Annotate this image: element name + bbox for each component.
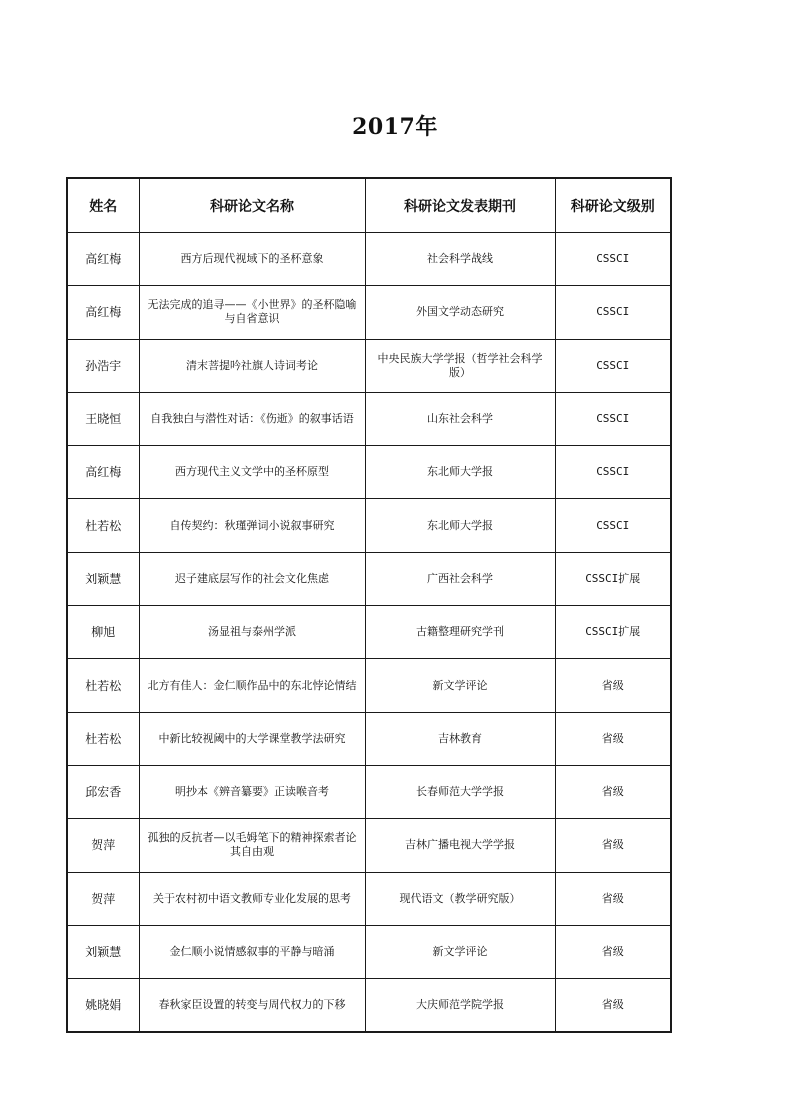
cell-level: 省级 xyxy=(555,925,671,978)
table-row xyxy=(67,872,671,925)
cell-level: CSSCI扩展 xyxy=(555,552,671,605)
cell-level: 省级 xyxy=(555,765,671,818)
cell-level: CSSCI xyxy=(555,339,671,392)
cell-journal: 吉林广播电视大学学报 xyxy=(365,819,555,872)
cell-journal: 吉林教育 xyxy=(365,712,555,765)
cell-name: 孙浩宇 xyxy=(67,339,139,392)
table-row xyxy=(67,446,671,499)
table-row xyxy=(67,233,671,286)
table-row xyxy=(67,392,671,445)
header-level: 科研论文级别 xyxy=(555,178,671,233)
cell-name: 杜若松 xyxy=(67,659,139,712)
table-row xyxy=(67,819,671,872)
table-header-row xyxy=(67,178,671,233)
cell-journal: 外国文学动态研究 xyxy=(365,286,555,339)
cell-title: 孤独的反抗者—以毛姆笔下的精神探索者论其自由观 xyxy=(139,819,365,872)
cell-title: 金仁顺小说情感叙事的平静与暗涌 xyxy=(139,925,365,978)
cell-level: 省级 xyxy=(555,872,671,925)
cell-title: 关于农村初中语文教师专业化发展的思考 xyxy=(139,872,365,925)
cell-journal: 山东社会科学 xyxy=(365,392,555,445)
cell-name: 刘颖慧 xyxy=(67,925,139,978)
cell-level: 省级 xyxy=(555,712,671,765)
cell-name: 刘颖慧 xyxy=(67,552,139,605)
header-name: 姓名 xyxy=(67,178,139,233)
cell-name: 杜若松 xyxy=(67,712,139,765)
cell-journal: 社会科学战线 xyxy=(365,233,555,286)
cell-name: 姚晓娟 xyxy=(67,979,139,1033)
cell-name: 杜若松 xyxy=(67,499,139,552)
cell-journal: 东北师大学报 xyxy=(365,499,555,552)
table-row xyxy=(67,552,671,605)
cell-level: CSSCI扩展 xyxy=(555,606,671,659)
cell-name: 柳旭 xyxy=(67,606,139,659)
cell-title: 清末菩提吟社旗人诗词考论 xyxy=(139,339,365,392)
cell-journal: 古籍整理研究学刊 xyxy=(365,606,555,659)
cell-title: 自传契约：秋瑾弹词小说叙事研究 xyxy=(139,499,365,552)
cell-title: 自我独白与潜性对话：《伤逝》的叙事话语 xyxy=(139,392,365,445)
cell-name: 邱宏香 xyxy=(67,765,139,818)
cell-level: 省级 xyxy=(555,659,671,712)
papers-table xyxy=(66,177,672,1033)
table-row xyxy=(67,712,671,765)
table-row xyxy=(67,659,671,712)
cell-level: CSSCI xyxy=(555,499,671,552)
cell-name: 高红梅 xyxy=(67,446,139,499)
cell-level: CSSCI xyxy=(555,446,671,499)
cell-name: 高红梅 xyxy=(67,233,139,286)
cell-journal: 大庆师范学院学报 xyxy=(365,979,555,1033)
cell-title: 西方现代主义文学中的圣杯原型 xyxy=(139,446,365,499)
cell-journal: 东北师大学报 xyxy=(365,446,555,499)
cell-journal: 长春师范大学学报 xyxy=(365,765,555,818)
cell-title: 中新比较视阈中的大学课堂教学法研究 xyxy=(139,712,365,765)
table-row xyxy=(67,499,671,552)
cell-name: 高红梅 xyxy=(67,286,139,339)
cell-title: 汤显祖与泰州学派 xyxy=(139,606,365,659)
cell-name: 贺萍 xyxy=(67,819,139,872)
table-row xyxy=(67,286,671,339)
cell-title: 春秋家臣设置的转变与周代权力的下移 xyxy=(139,979,365,1033)
cell-title: 明抄本《辨音纂要》正读喉音考 xyxy=(139,765,365,818)
header-title: 科研论文名称 xyxy=(139,178,365,233)
cell-level: CSSCI xyxy=(555,392,671,445)
cell-level: 省级 xyxy=(555,819,671,872)
header-journal: 科研论文发表期刊 xyxy=(365,178,555,233)
cell-name: 贺萍 xyxy=(67,872,139,925)
table-row xyxy=(67,979,671,1033)
cell-level: CSSCI xyxy=(555,233,671,286)
table-row xyxy=(67,765,671,818)
cell-journal: 广西社会科学 xyxy=(365,552,555,605)
cell-level: 省级 xyxy=(555,979,671,1033)
cell-level: CSSCI xyxy=(555,286,671,339)
cell-journal: 新文学评论 xyxy=(365,659,555,712)
cell-title: 迟子建底层写作的社会文化焦虑 xyxy=(139,552,365,605)
cell-title: 无法完成的追寻——《小世界》的圣杯隐喻与自省意识 xyxy=(139,286,365,339)
table-row xyxy=(67,606,671,659)
cell-journal: 现代语文（教学研究版） xyxy=(365,872,555,925)
table-row xyxy=(67,925,671,978)
cell-name: 王晓恒 xyxy=(67,392,139,445)
cell-title: 西方后现代视域下的圣杯意象 xyxy=(139,233,365,286)
table-row xyxy=(67,339,671,392)
page-title: 2017年 xyxy=(352,114,438,140)
cell-title: 北方有佳人：金仁顺作品中的东北悖论情结 xyxy=(139,659,365,712)
cell-journal: 中央民族大学学报（哲学社会科学版） xyxy=(365,339,555,392)
cell-journal: 新文学评论 xyxy=(365,925,555,978)
